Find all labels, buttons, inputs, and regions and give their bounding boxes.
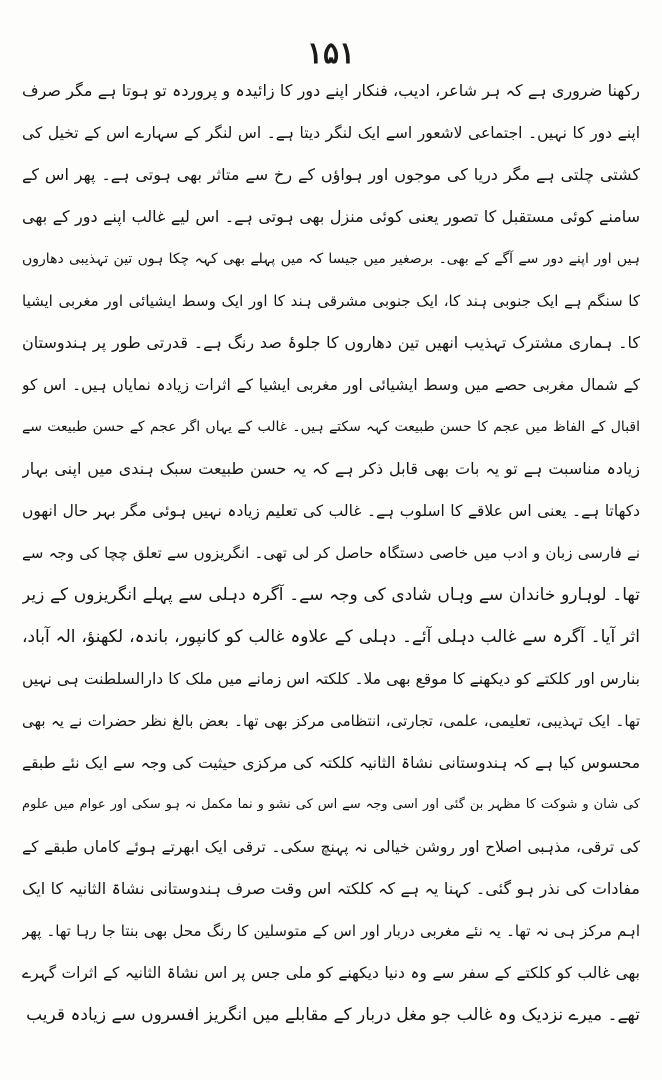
body-text bbox=[22, 70, 640, 1036]
text-line: تھے۔ میرے نزدیک وہ غالب جو مغل دربار کے مقابلے میں انگریز افسروں سے زیادہ قریب bbox=[26, 1005, 640, 1025]
text-line: کی شان و شوکت کا مظہر بن گئی اور اسی وجہ سے اس کی نشو و نما مکمل نہ ہو سکی اور عوام میں علوم bbox=[22, 797, 640, 812]
page-number: ۱۵۱ bbox=[306, 36, 356, 71]
text-line: مفادات کی نذر ہو گئی۔ کہنا یہ ہے کہ کلکتہ اس وقت صرف ہندوستانی نشاۃ الثانیہ کا ایک bbox=[22, 879, 640, 898]
text-line: کا۔ ہماری مشترک تہذیب انھیں تین دھاروں کا جلوۂ صد رنگ ہے۔ قدرتی طور پر ہندوستان bbox=[22, 333, 640, 352]
text-line: نے فارسی زبان و ادب میں خاصی دستگاہ حاصل کر لی تھی۔ انگریزوں سے تعلق چچا کی وجہ سے bbox=[22, 544, 640, 562]
text-line: دکھاتا ہے۔ یعنی اس علاقے کا اسلوب ہے۔ غالب کی تعلیم زیادہ نہیں ہوئی مگر بہر حال انھوں bbox=[22, 502, 640, 520]
text-line: اثر آیا۔ آگرہ سے غالب دہلی آئے۔ دہلی کے علاوہ غالب کو کانپور، باندہ، لکھنؤ، الہ آباد، bbox=[22, 627, 640, 647]
text-line: اپنے دور کا نہیں۔ اجتماعی لاشعور اسے ایک لنگر دیتا ہے۔ اس لنگر کے سہارے اس کے تخیل کی bbox=[22, 124, 640, 142]
text-line: محسوس کیا ہے کہ ہندوستانی نشاۃ الثانیہ کلکتہ کی مرکزی حیثیت کی وجہ سے ایک نئے طبقے bbox=[22, 754, 640, 772]
text-line: کی ترقی، مذہبی اصلاح اور روشن خیالی نہ پہنچ سکی۔ ترقی ایک ابھرتے ہوئے کاماں طبقے کے bbox=[22, 838, 640, 856]
text-line: بھی غالب کو کلکتے کے سفر سے وہ دنیا دیکھنے کو ملی جس پر اس نشاۃ الثانیہ کے اثرات گہرے bbox=[22, 964, 640, 982]
text-line: زیادہ مناسبت ہے تو یہ بات بھی قابل ذکر ہے کہ یہ حسن طبیعت سبک ہندی میں اپنی بہار bbox=[22, 459, 640, 478]
text-line: کشتی چلتی ہے مگر دریا کی موجوں اور ہواؤں کے رخ سے متاثر بھی ہوتی ہے۔ پھر اس کے bbox=[22, 165, 640, 184]
text-line: کا سنگم ہے ایک جنوبی ہند کا، ایک جنوبی مشرقی ہند کا اور ایک وسط ایشیائی اور مغربی ایشیا bbox=[22, 292, 640, 310]
text-line: کے شمال مغربی حصے میں وسط ایشیائی اور مغربی ایشیا کے اثرات زیادہ نمایاں ہیں۔ اس کو bbox=[22, 376, 640, 394]
text-line: تھا۔ لوہارو خاندان سے وہاں شادی کی وجہ سے۔ آگرہ دہلی سے پہلے انگریزوں کے زیر bbox=[22, 585, 640, 605]
text-line: رکھنا ضروری ہے کہ ہر شاعر، ادیب، فنکار اپنے دور کا زائیدہ و پروردہ تو ہوتا ہے مگر صرف bbox=[22, 81, 640, 100]
text-line: بنارس اور کلکتے کو دیکھنے کا موقع بھی ملا۔ کلکتہ اس زمانے میں ملک کا دارالسلطنت ہی نہیں bbox=[22, 670, 640, 688]
text-line: ہیں اور اپنے دور سے آگے کے بھی۔ برصغیر میں جیسا کہ میں پہلے بھی کہہ چکا ہوں تین تہذیبی دھاروں bbox=[22, 251, 640, 267]
text-line: اہم مرکز ہی نہ تھا۔ یہ نئے مغربی دربار اور اس کے متوسلین کا رنگ محل بھی بنتا جا رہا تھا۔ پھر bbox=[22, 922, 640, 940]
text-line: سامنے کوئی مستقبل کا تصور یعنی کوئی منزل بھی ہوتی ہے۔ اس لیے غالب اپنے دور کے بھی bbox=[22, 207, 640, 226]
text-line: اقبال کے الفاظ میں عجم کا حسن طبیعت کہہ سکتے ہیں۔ غالب کے یہاں اگر عجم کے حسن طبیعت سے bbox=[22, 419, 640, 435]
text-line: تھا۔ ایک تہذیبی، تعلیمی، علمی، تجارتی، انتظامی مرکز بھی تھا۔ بعض بالغ نظر حضرات نے یہ بھی bbox=[22, 712, 640, 730]
